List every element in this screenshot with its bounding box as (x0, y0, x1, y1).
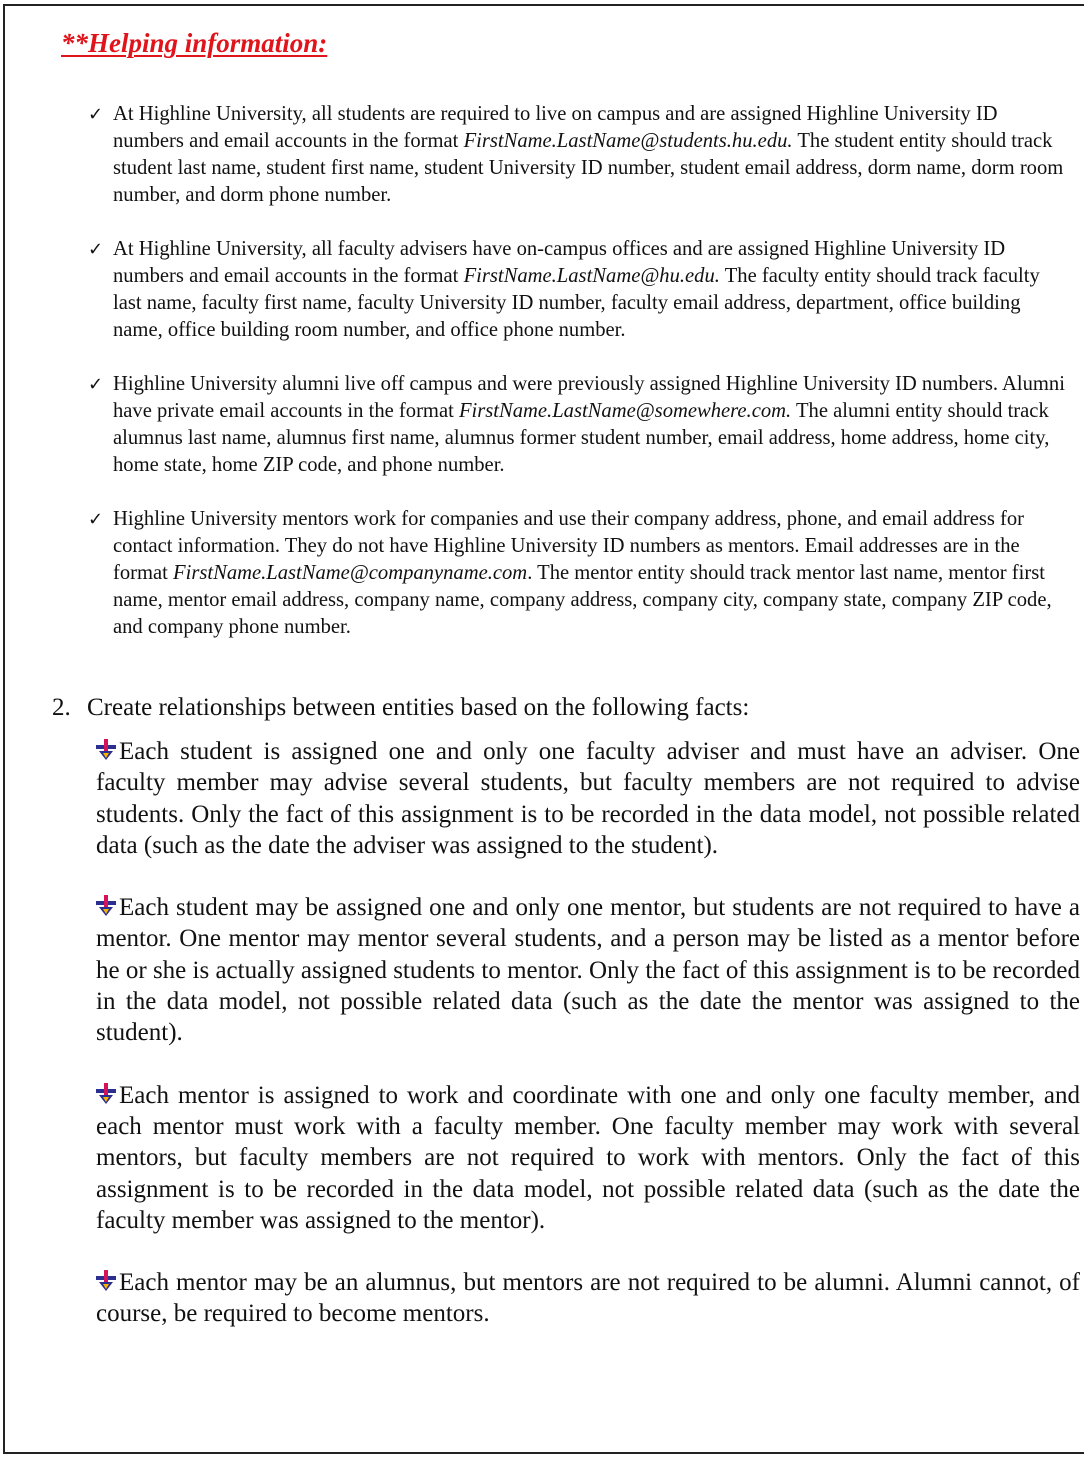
list-item (96, 1267, 1080, 1330)
list-item (96, 736, 1080, 861)
fact-text: Each mentor may be an alumnus, but mentors are not required to be alumni. Alumni cannot, of course, be required to become mentors. (96, 1269, 1080, 1328)
email-format: FirstName.LastName@somewhere.com. (458, 400, 792, 422)
email-format: FirstName.LastName@students.hu.edu. (463, 130, 793, 152)
down-arrow-bullet-icon (96, 739, 116, 761)
bullet-text-before: Highline University alumni live off campus and were previously assigned Highline University ID numbers. Alumni have private email accounts in the format (113, 373, 1065, 422)
list-item (88, 236, 1068, 344)
bullet-text-after: . The mentor entity should track mentor last name, mentor first name, mentor email address, company name, company address, company city, company state, company ZIP code, and company phone number. (113, 562, 1052, 638)
fact-text: Each student is assigned one and only one faculty adviser and must have an adviser. One faculty member may advise several students, but faculty members are not required to advise students. Only the fact of this assignment is to be recorded in the data model, not possible related data (such as the date the adviser was assigned to the student). (96, 738, 1080, 859)
list-item (96, 1080, 1080, 1236)
helping-info-list (88, 101, 1068, 668)
section-title (52, 692, 1082, 724)
relationships-section (52, 692, 1082, 1328)
section-number: 2. (52, 694, 71, 721)
list-item (88, 506, 1068, 641)
bullet-text-after: The alumni entity should track alumnus last name, alumnus first name, alumnus former student number, email address, home address, home city, home state, home ZIP code, and phone number. (113, 400, 1050, 476)
bullet-text-after: The student entity should track student last name, student first name, student University ID number, student email address, dorm name, dorm room number, and dorm phone number. (113, 130, 1064, 206)
fact-text: Each mentor is assigned to work and coordinate with one and only one faculty member, and each mentor must work with a faculty member. One faculty member may work with several mentors, but faculty members are not required to work with mentors. Only the fact of this assignment is to be recorded in the data model, not possible related data (such as the date the faculty member was assigned to the mentor). (96, 1081, 1080, 1234)
check-mark-icon: ✓ (88, 509, 104, 530)
list-item (96, 892, 1080, 1048)
check-mark-icon: ✓ (88, 239, 104, 260)
down-arrow-bullet-icon (96, 1083, 116, 1105)
fact-text: Each student may be assigned one and only one mentor, but students are not required to have a mentor. One mentor may mentor several students, and a person may be listed as a mentor before he or she is actually assigned students to mentor. Only the fact of this assignment is to be recorded in the data model, not possible related data (such as the date the mentor was assigned to the student). (96, 894, 1080, 1047)
email-format: FirstName.LastName@companyname.com (173, 562, 528, 584)
check-mark-icon: ✓ (88, 104, 104, 125)
list-item (88, 371, 1068, 479)
bullet-text-before: Highline University mentors work for companies and use their company address, phone, and email address for contact information. They do not have Highline University ID numbers as mentors. Email addresses are in the format (113, 508, 1025, 584)
bullet-text-before: At Highline University, all faculty advisers have on-campus offices and are assigned Highline University ID numbers and email accounts in the format (113, 238, 1006, 287)
check-mark-icon: ✓ (88, 374, 104, 395)
section-title-text: Create relationships between entities based on the following facts: (87, 694, 750, 721)
email-format: FirstName.LastName@hu.edu. (463, 265, 720, 287)
down-arrow-bullet-icon (96, 1270, 116, 1292)
facts-list (96, 736, 1080, 1361)
bullet-text-before: At Highline University, all students are required to live on campus and are assigned Highline University ID numbers and email accounts in the format (113, 103, 998, 152)
down-arrow-bullet-icon (96, 895, 116, 917)
bullet-text-after: The faculty entity should track faculty last name, faculty first name, faculty University ID number, faculty email address, department, office building name, office building room number, and office phone number. (113, 265, 1040, 341)
page-heading: **Helping information: (61, 28, 328, 58)
list-item (88, 101, 1068, 209)
